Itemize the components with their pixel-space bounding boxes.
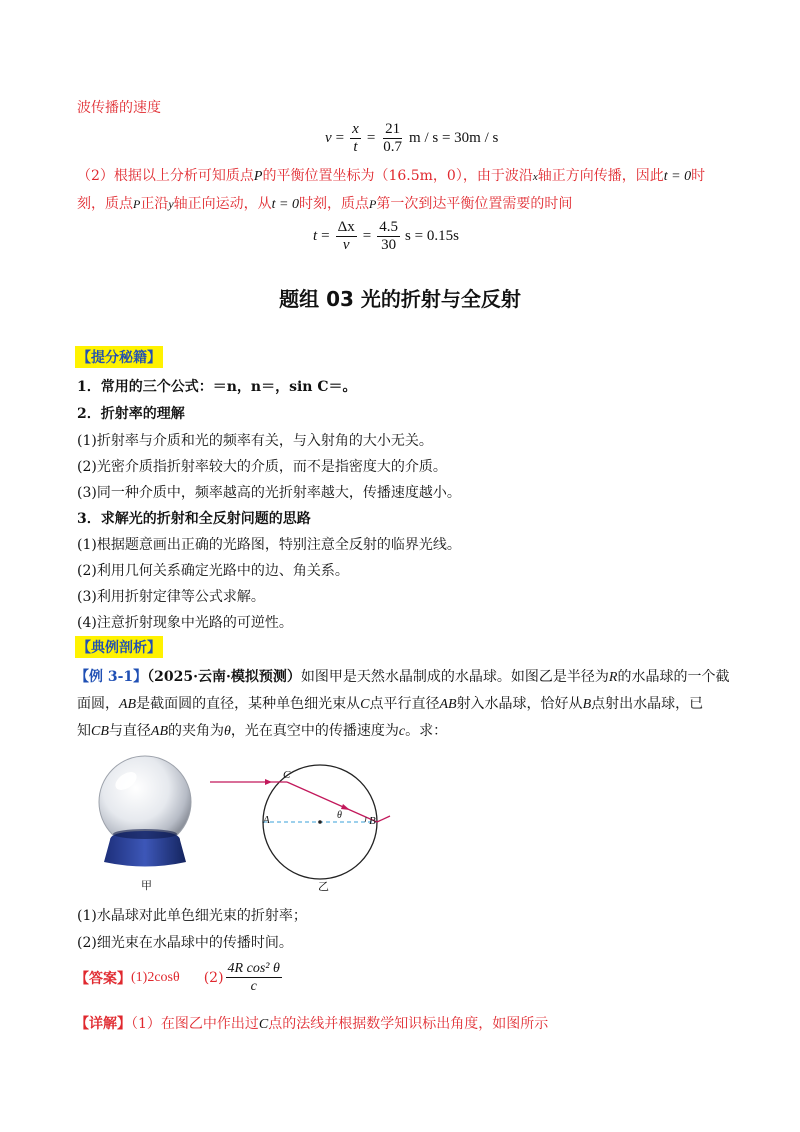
var-B: B bbox=[582, 697, 592, 712]
point-C-label: C bbox=[283, 769, 291, 781]
example-source: （2025·云南·模拟预测） bbox=[147, 669, 301, 685]
answer-label: 【答案】 bbox=[75, 970, 131, 987]
answer-2-den: c bbox=[250, 979, 257, 994]
tip-2: 2．折射率的理解 bbox=[77, 406, 185, 422]
figure-label-jia: 甲 bbox=[141, 879, 152, 892]
text: 。求： bbox=[405, 723, 448, 739]
var-P: P bbox=[133, 197, 141, 211]
text: 正沿 bbox=[140, 196, 169, 212]
answer-2-num: 4R cos² θ bbox=[227, 961, 280, 976]
tip-tag: 【提分秘籍】 bbox=[75, 346, 163, 368]
var-t0: t = 0 bbox=[271, 197, 300, 212]
formula-lhs: v bbox=[325, 130, 332, 146]
frac-num: x bbox=[352, 121, 359, 137]
example-tag: 【典例剖析】 bbox=[75, 636, 163, 658]
text: 时刻，质点 bbox=[299, 196, 370, 212]
tip-3-3: (3)利用折射定律等公式求解。 bbox=[77, 589, 265, 605]
var-AB: AB bbox=[439, 697, 457, 712]
frac-num: 21 bbox=[385, 121, 401, 137]
var-C: C bbox=[258, 1017, 269, 1032]
var-CB: CB bbox=[91, 724, 109, 739]
example-label: 【例 3-1】 bbox=[75, 669, 148, 685]
question-1: (1)水晶球对此单色细光束的折射率； bbox=[77, 908, 307, 924]
detail-line bbox=[75, 1013, 548, 1033]
crystal-ball-figure bbox=[90, 755, 200, 870]
formula-tail: m / s = 30m / s bbox=[409, 130, 499, 146]
text: 的平衡位置坐标为（16.5m，0），由于波沿 bbox=[262, 168, 533, 184]
tip-3: 3．求解光的折射和全反射问题的思路 bbox=[77, 511, 311, 527]
text: 刻，质点 bbox=[77, 196, 133, 212]
part2-line1 bbox=[77, 165, 705, 185]
text: ，光在真空中的传播速度为 bbox=[230, 723, 399, 739]
tip-3-4: (4)注意折射现象中光路的可逆性。 bbox=[77, 615, 293, 631]
text: 点的法线并根据数学知识标出角度，如图所示 bbox=[268, 1016, 549, 1032]
tip-2-1: (1)折射率与介质和光的频率有关，与入射角的大小无关。 bbox=[77, 433, 433, 449]
refraction-diagram bbox=[205, 760, 415, 880]
var-theta: θ bbox=[224, 724, 231, 739]
time-formula: t = $\frac{\Delta x}{v}$ = $\frac{4.5}{30}$ s = 0.15s bbox=[313, 219, 459, 253]
frac-den: 0.7 bbox=[383, 139, 403, 155]
tip-1: 1．常用的三个公式：＝n，n＝，sin C＝。 bbox=[77, 379, 357, 395]
var-AB: AB bbox=[150, 724, 168, 739]
point-A-label: A bbox=[263, 814, 270, 826]
var-P: P bbox=[253, 169, 263, 184]
frac-den: t bbox=[353, 139, 358, 155]
speed-label: 波传播的速度 bbox=[77, 100, 161, 116]
tip-3-2: (2)利用几何关系确定光路中的边、角关系。 bbox=[77, 563, 349, 579]
example-line1 bbox=[75, 666, 729, 686]
text: 的夹角为 bbox=[168, 723, 224, 739]
var-x: x bbox=[532, 171, 538, 183]
question-2: (2)细光束在水晶球中的传播时间。 bbox=[77, 935, 293, 951]
answer-1: (1)2cosθ bbox=[131, 969, 180, 985]
figure-label-yi: 乙 bbox=[318, 880, 329, 893]
var-c: c bbox=[398, 724, 406, 739]
text: 的水晶球的一个截 bbox=[617, 669, 730, 685]
text: 点射出水晶球，已 bbox=[591, 696, 704, 712]
var-AB: AB bbox=[119, 697, 137, 712]
formula-tail: s = 0.15s bbox=[405, 228, 459, 244]
section-title: 题组 03 光的折射与全反射 bbox=[279, 287, 521, 311]
text: 面圆， bbox=[77, 696, 119, 712]
speed-formula: v = $\frac{x}{t}$ = $\frac{21}{0.7}$ m / s = 30m / s bbox=[325, 121, 499, 155]
text: 如图甲是天然水晶制成的水晶球。如图乙是半径为 bbox=[300, 669, 609, 685]
formula-lhs: t bbox=[313, 228, 318, 244]
text: 轴正方向传播，因此 bbox=[537, 168, 664, 184]
detail-label: 【详解】 bbox=[75, 1016, 131, 1032]
part2-line2 bbox=[77, 193, 572, 213]
tip-2-3: (3)同一种介质中，频率越高的光折射率越大，传播速度越小。 bbox=[77, 485, 461, 501]
tip-2-2: (2)光密介质指折射率较大的介质，而不是指密度大的介质。 bbox=[77, 459, 447, 475]
var-t0: t = 0 bbox=[663, 169, 692, 184]
text: 是截面圆的直径，某种单色细光束从 bbox=[136, 696, 361, 712]
var-R: R bbox=[608, 670, 618, 685]
text: （2）根据以上分析可知质点 bbox=[77, 168, 254, 184]
var-y: y bbox=[168, 197, 174, 211]
text: 轴正向运动，从 bbox=[173, 196, 272, 212]
text: 第一次到达平衡位置需要的时间 bbox=[376, 196, 573, 212]
answer-line bbox=[75, 960, 284, 995]
example-line3 bbox=[77, 720, 447, 740]
text: （1）在图乙中作出过 bbox=[131, 1016, 259, 1032]
var-C: C bbox=[360, 697, 370, 712]
example-line2 bbox=[77, 693, 703, 713]
answer-2-prefix: (2) bbox=[203, 969, 224, 986]
frac-num: Δx bbox=[337, 219, 355, 235]
text: 点平行直径 bbox=[369, 696, 440, 712]
frac-num: 4.5 bbox=[379, 219, 399, 235]
angle-theta-label: θ bbox=[337, 810, 342, 821]
text: 射入水晶球，恰好从 bbox=[456, 696, 583, 712]
text: 知 bbox=[77, 723, 91, 739]
var-P: P bbox=[369, 197, 377, 211]
frac-den: v bbox=[342, 237, 350, 253]
text: 时 bbox=[691, 168, 706, 184]
text: 与直径 bbox=[108, 723, 151, 739]
point-B-label: B bbox=[369, 815, 376, 827]
tip-3-1: (1)根据题意画出正确的光路图，特别注意全反射的临界光线。 bbox=[77, 537, 461, 553]
frac-den: 30 bbox=[381, 237, 397, 253]
